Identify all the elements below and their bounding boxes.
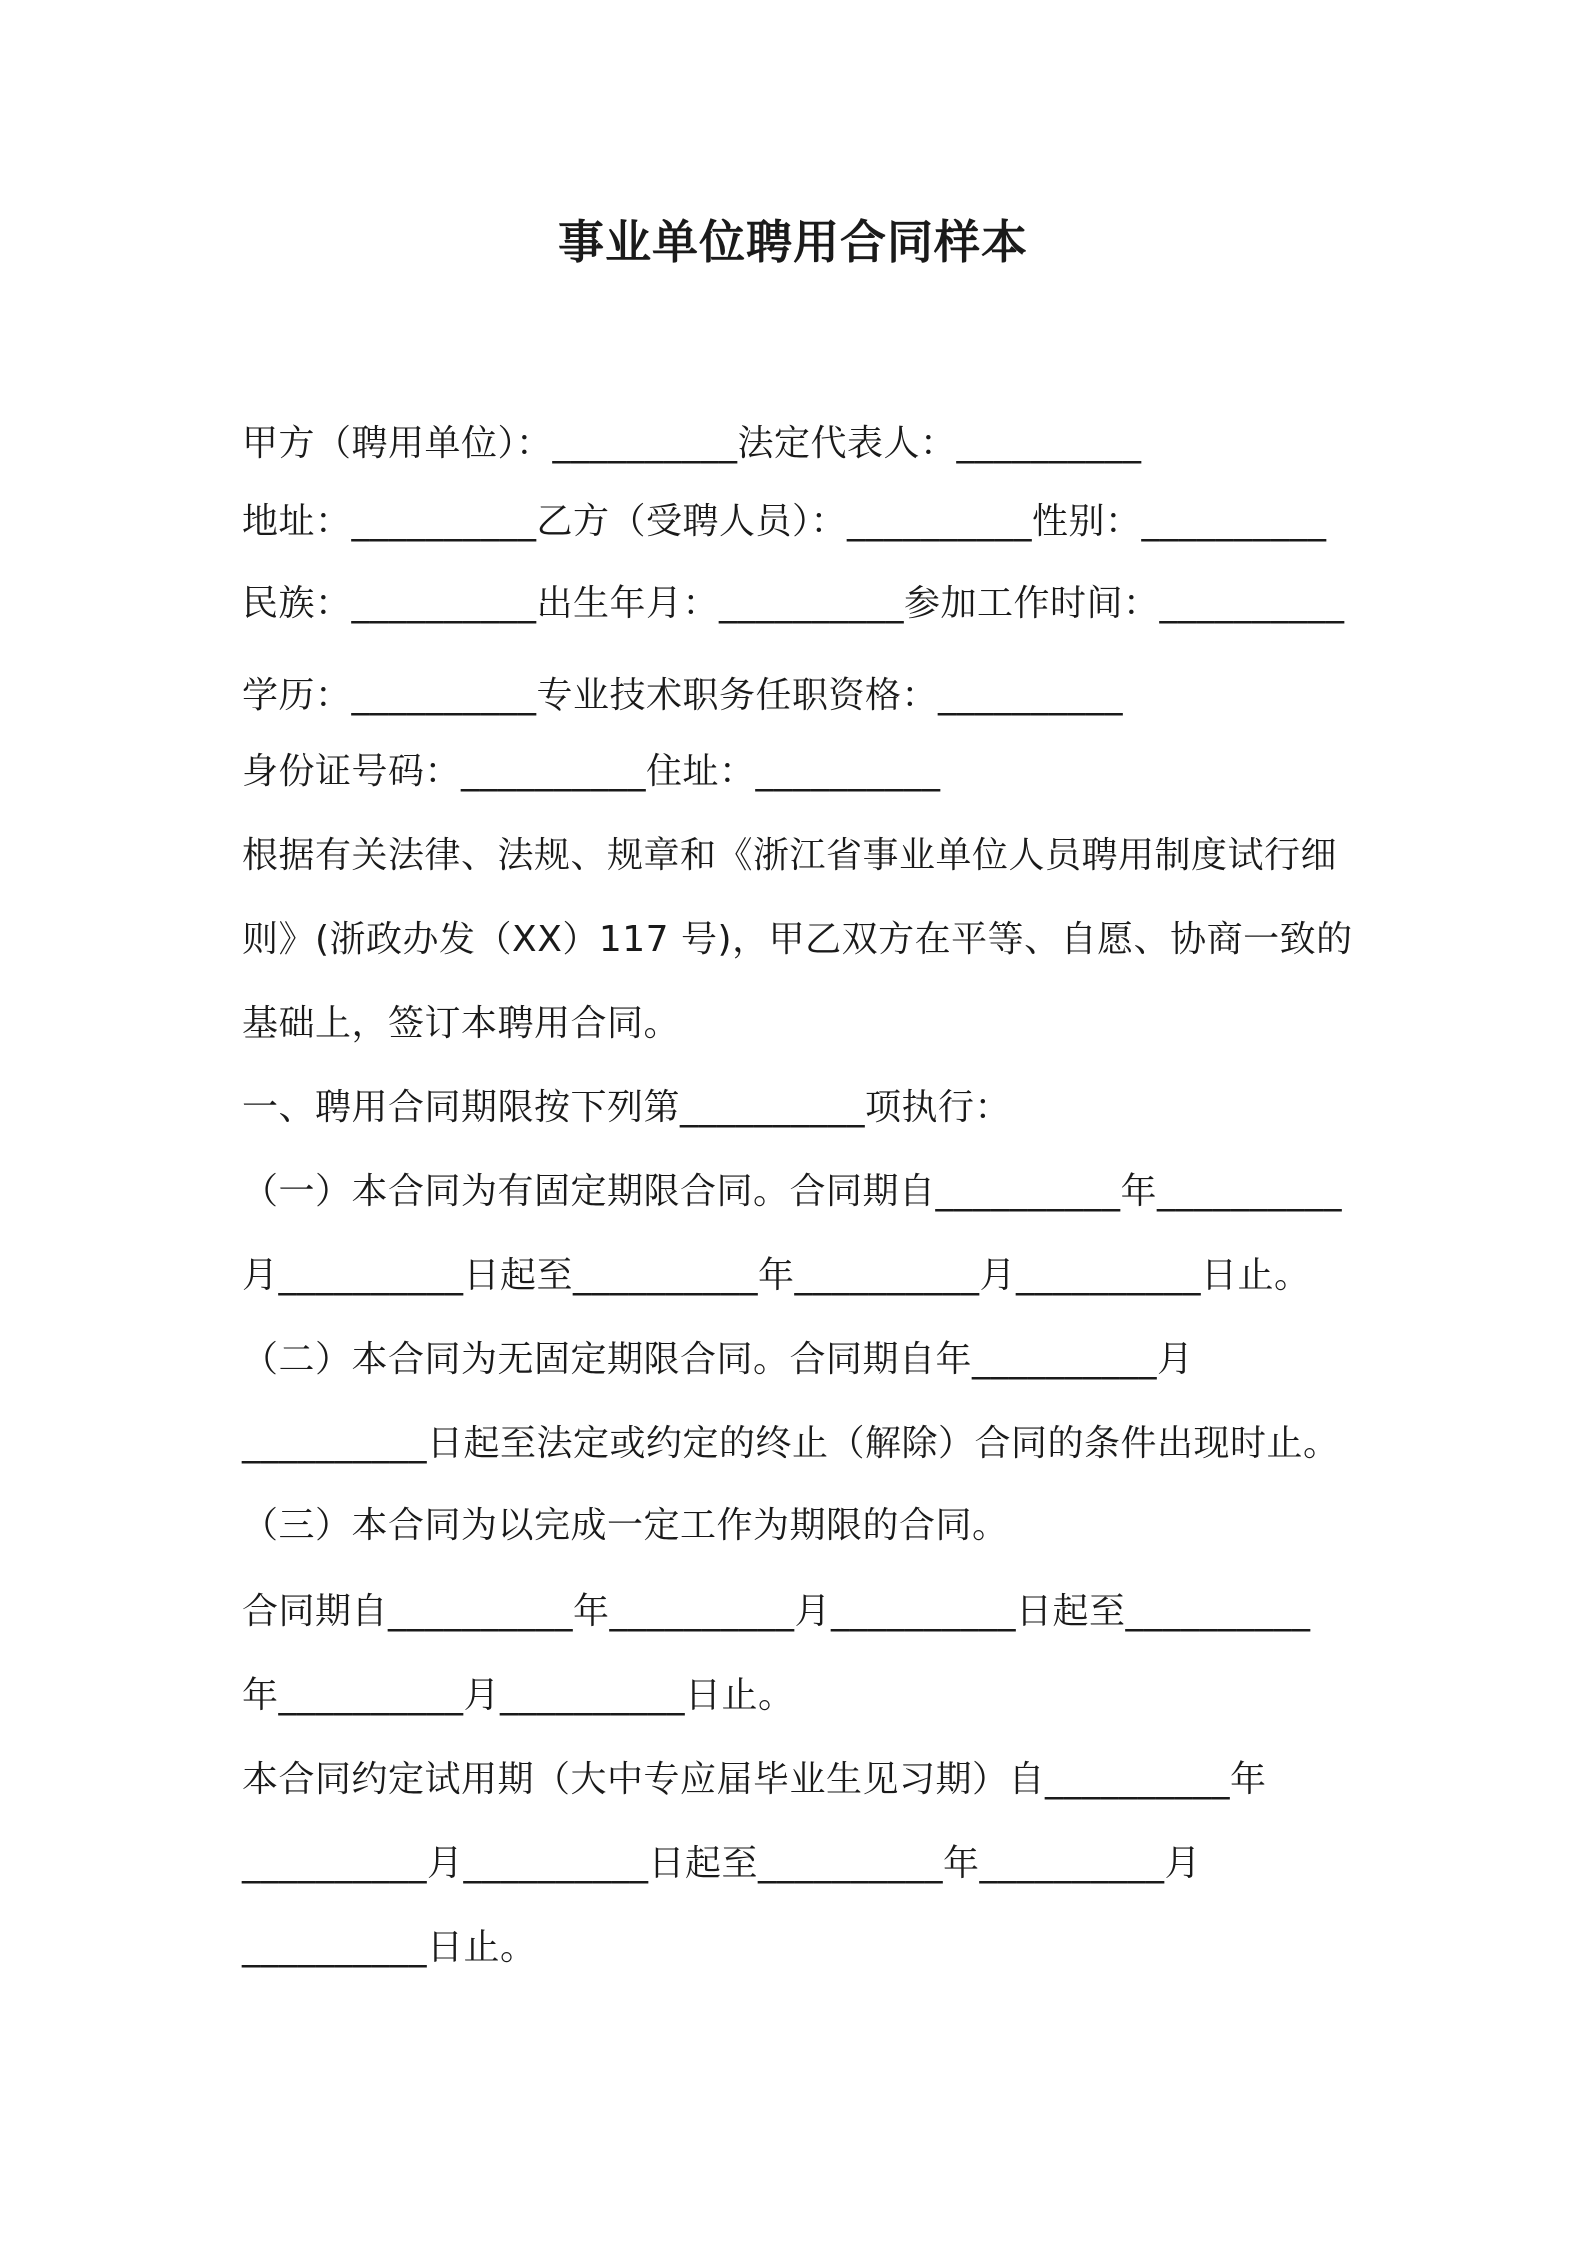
preamble-line-3: 基础上，签订本聘用合同。 bbox=[242, 1003, 681, 1044]
preamble-line-1: 根据有关法律、法规、规章和《浙江省事业单位人员聘用制度试行细 bbox=[242, 835, 1338, 876]
clause-1-2-line-1: （二）本合同为无固定期限合同。合同期自年__________月 bbox=[242, 1339, 1194, 1380]
id-number-line: 身份证号码：__________住址：__________ bbox=[242, 751, 941, 792]
clause-1-1-line-1: （一）本合同为有固定期限合同。合同期自__________年__________ bbox=[242, 1171, 1343, 1212]
clause-1-2-line-2: __________日起至法定或约定的终止（解除）合同的条件出现时止。 bbox=[242, 1423, 1340, 1464]
preamble-line-2: 则》(浙政办发（XX）117 号)，甲乙双方在平等、自愿、协商一致的 bbox=[242, 919, 1353, 960]
clause-1-3-line-2: 合同期自__________年__________月__________日起至__________ bbox=[242, 1591, 1311, 1632]
education-line: 学历：__________专业技术职务任职资格：__________ bbox=[242, 675, 1124, 716]
clause-1-3-line-3: 年__________月__________日止。 bbox=[242, 1675, 795, 1716]
party-a-line: 甲方（聘用单位）：__________法定代表人：__________ bbox=[242, 423, 1142, 464]
clause-1-1-line-2: 月__________日起至__________年__________月__________日止。 bbox=[242, 1255, 1311, 1296]
address-party-b-line: 地址：__________乙方（受聘人员）：__________性别：__________ bbox=[242, 501, 1327, 542]
ethnicity-birth-line: 民族：__________出生年月：__________参加工作时间：__________ bbox=[242, 583, 1345, 624]
probation-line-2: __________月__________日起至__________年__________月 bbox=[242, 1843, 1202, 1884]
clause-1-3-line-1: （三）本合同为以完成一定工作为期限的合同。 bbox=[242, 1505, 1009, 1546]
clause-1-heading: 一、聘用合同期限按下列第__________项执行： bbox=[242, 1087, 1012, 1128]
probation-line-1: 本合同约定试用期（大中专应届毕业生见习期）自__________年 bbox=[242, 1759, 1267, 1800]
probation-line-3: __________日止。 bbox=[242, 1927, 537, 1968]
document-title: 事业单位聘用合同样本 bbox=[558, 215, 1028, 269]
